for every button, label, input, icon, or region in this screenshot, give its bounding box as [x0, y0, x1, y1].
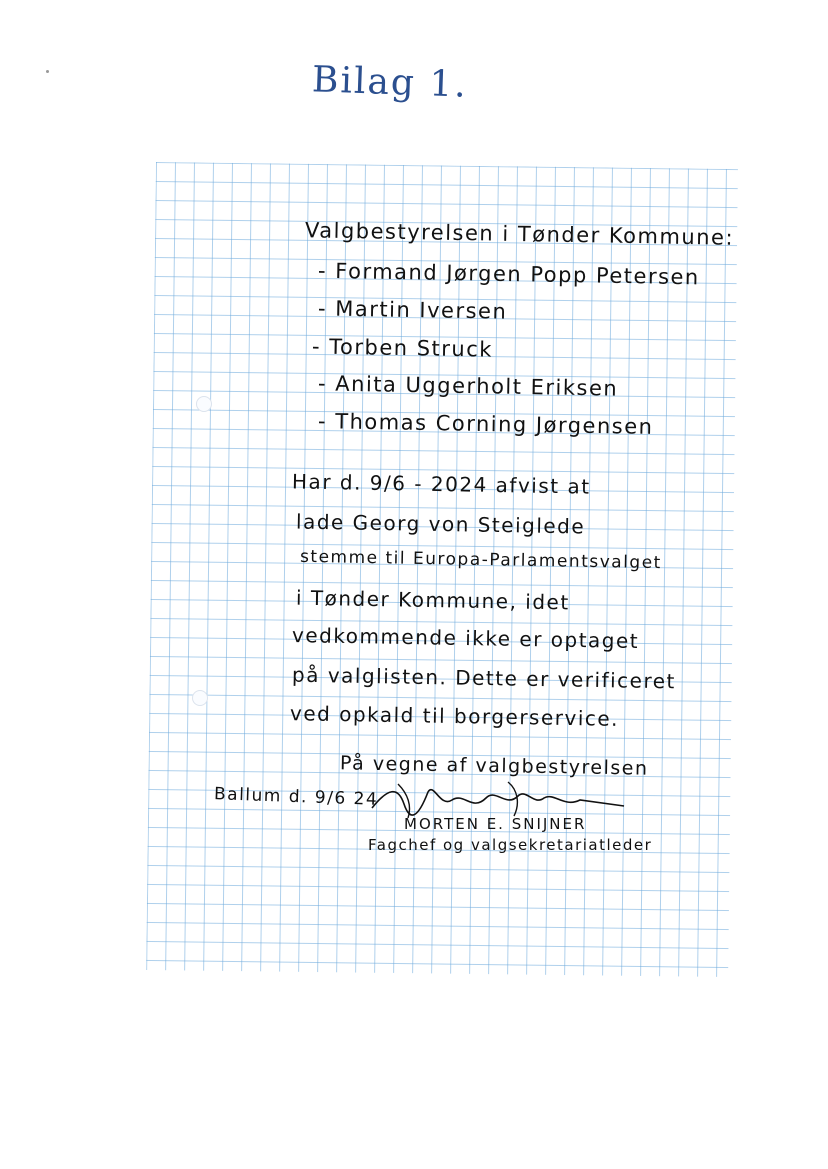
- body-line: Har d. 9/6 - 2024 afvist at: [291, 469, 591, 499]
- member-item: - Anita Uggerholt Eriksen: [317, 371, 619, 401]
- member-item: - Formand Jørgen Popp Petersen: [317, 258, 700, 290]
- closing-line: På vegne af valgbestyrelsen: [339, 752, 649, 780]
- punch-hole: [196, 396, 212, 412]
- body-line: lade Georg von Steiglede: [295, 509, 586, 539]
- body-line: vedkommende ikke er optaget: [291, 622, 640, 654]
- signer-title: Fagchef og valgsekretariatleder: [368, 836, 653, 854]
- signer-name: MORTEN E. SNIJNER: [404, 815, 587, 833]
- body-line: på valglisten. Dette er verificeret: [291, 662, 677, 694]
- letter-heading: Valgbestyrelsen i Tønder Kommune:: [304, 218, 735, 250]
- place-date: Ballum d. 9/6 24: [213, 784, 379, 810]
- member-item: - Torben Struck: [311, 334, 494, 362]
- scan-speck: [46, 70, 49, 73]
- member-item: - Martin Iversen: [317, 296, 508, 324]
- attachment-title: Bilag 1.: [311, 59, 469, 106]
- body-line: ved opkald til borgerservice.: [289, 701, 620, 731]
- body-line: i Tønder Kommune, idet: [295, 585, 570, 615]
- punch-hole: [192, 690, 208, 706]
- member-item: - Thomas Corning Jørgensen: [317, 409, 654, 439]
- body-line: stemme til Europa-Parlamentsvalget: [299, 546, 662, 574]
